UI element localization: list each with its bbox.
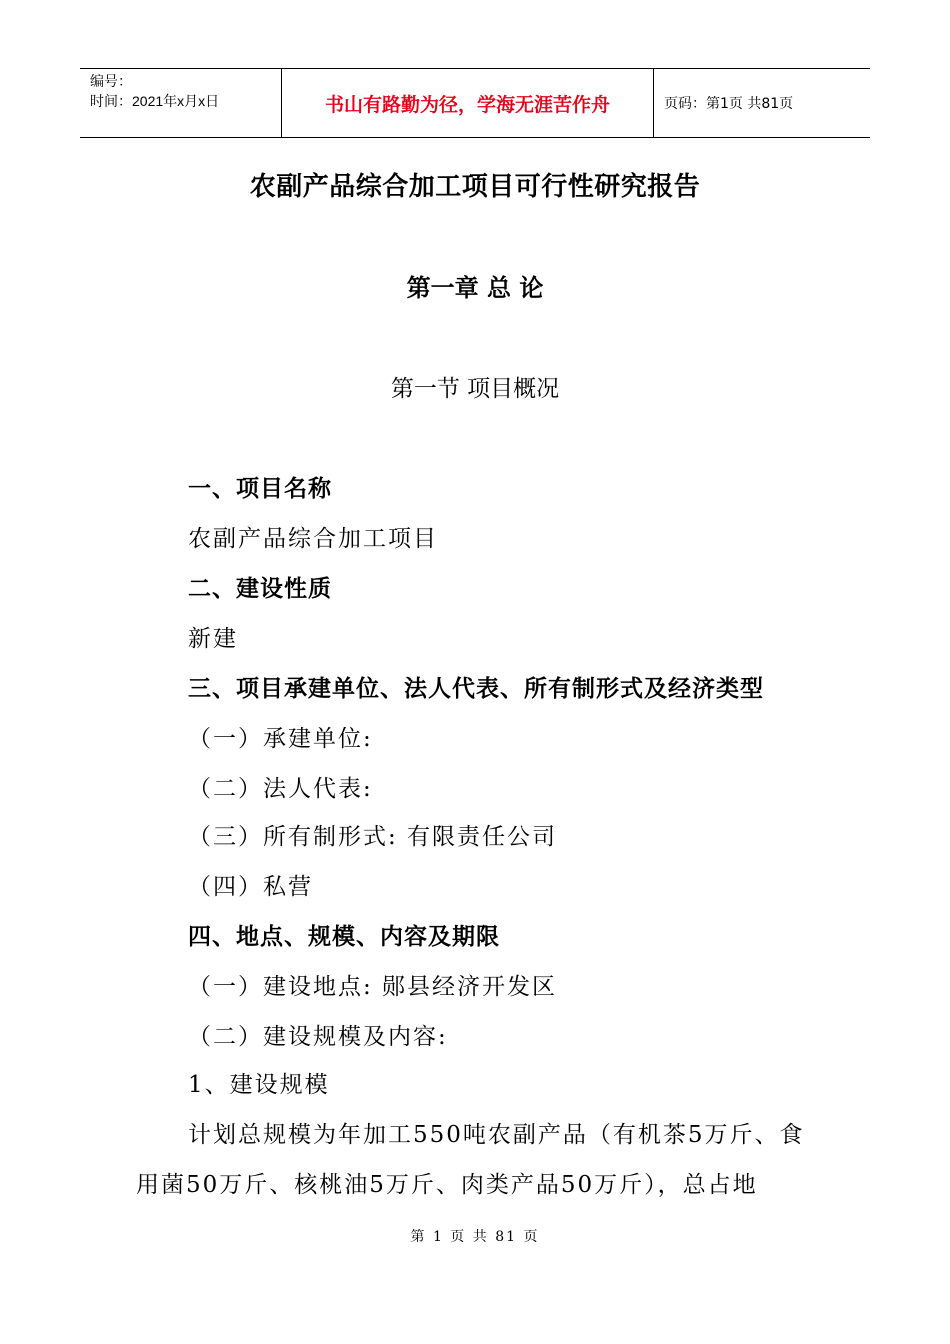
chapter-heading: 第一章 总 论 (406, 273, 544, 302)
heading-project-name: 一、项目名称 (188, 475, 332, 502)
section-heading: 第一节 项目概况 (390, 376, 560, 402)
header-time-label: 时间：2021年x月x日 (90, 93, 220, 109)
text-private: （四）私营 (188, 874, 313, 900)
paragraph-line-2: 用菌50万斤、核桃油5万斤、肉类产品50万斤），总占地 (136, 1172, 758, 1198)
text-construction-nature: 新建 (188, 626, 238, 652)
text-scale-heading: 1、建设规模 (188, 1072, 330, 1098)
document-title: 农副产品综合加工项目可行性研究报告 (249, 172, 701, 202)
page-footer: 第 1 页 共 81 页 (410, 1229, 540, 1245)
text-ownership: （三）所有制形式: 有限责任公司 (188, 824, 558, 850)
heading-construction-nature: 二、建设性质 (188, 575, 332, 602)
header-meta (80, 69, 282, 137)
text-project-name: 农副产品综合加工项目 (188, 526, 438, 552)
text-scale-content: （二）建设规模及内容: (188, 1024, 448, 1050)
header-number-label: 编号： (90, 73, 132, 89)
heading-location-scale: 四、地点、规模、内容及期限 (188, 923, 500, 950)
text-legal-rep: （二）法人代表: (188, 776, 373, 802)
paragraph-line-1: 计划总规模为年加工550吨农副产品（有机茶5万斤、食 (188, 1122, 805, 1148)
page-header (80, 68, 870, 138)
header-motto: 书山有路勤为径，学海无涯苦作舟 (282, 69, 654, 137)
heading-contractor-info: 三、项目承建单位、法人代表、所有制形式及经济类型 (188, 675, 764, 702)
text-contractor: （一）承建单位: (188, 726, 373, 752)
header-page-info: 页码：第1页 共81页 (664, 96, 794, 112)
text-location: （一）建设地点: 郧县经济开发区 (188, 974, 558, 1000)
